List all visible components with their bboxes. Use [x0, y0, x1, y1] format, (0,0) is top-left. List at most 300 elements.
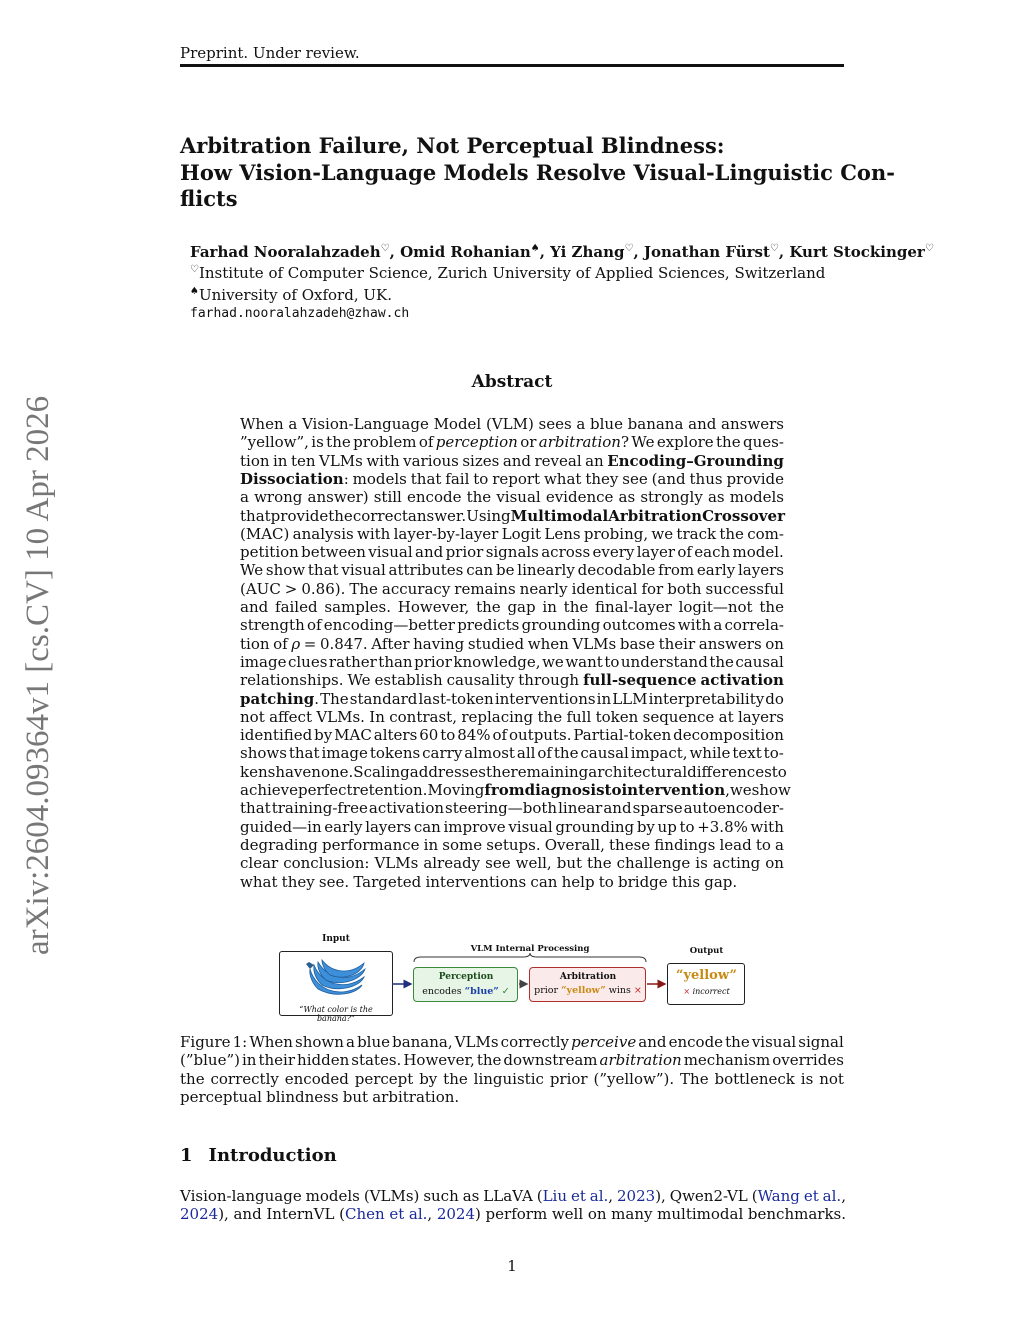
text-run: visual [368, 543, 413, 562]
text-line [240, 653, 784, 671]
citation-link[interactable]: al. [408, 1205, 428, 1224]
text-run: Using [466, 506, 511, 525]
text-run: outputs. [508, 726, 572, 745]
text-run: to [440, 726, 456, 745]
text-run: petition [240, 543, 299, 562]
word [240, 433, 309, 451]
word [329, 653, 377, 671]
word [593, 543, 635, 561]
text-run: well [551, 1205, 584, 1224]
text-line [180, 1033, 844, 1051]
text-run: of [537, 744, 552, 763]
citation-link[interactable]: al. [589, 1187, 609, 1205]
citation-link[interactable]: 2023 [617, 1187, 656, 1205]
text-run: token [595, 707, 639, 726]
citation-link[interactable]: Chen [344, 1205, 385, 1224]
text-run: signal [798, 1033, 844, 1051]
text-run: as [462, 1187, 480, 1205]
text-line [240, 616, 784, 634]
citation-link[interactable]: 2024 [180, 1205, 219, 1224]
word [423, 854, 480, 872]
word [530, 873, 557, 891]
text-line [240, 873, 784, 891]
affiliation-mark: ♡ [190, 264, 199, 275]
word [775, 836, 784, 854]
text-run: in [242, 1051, 257, 1070]
text-run: strongly [640, 488, 703, 507]
word [517, 561, 575, 579]
text-run: but [556, 854, 583, 873]
text-run: VLMs [318, 451, 363, 470]
affiliation-mark: ♠ [190, 286, 199, 297]
word [424, 836, 438, 854]
arbitration-title: Arbitration [559, 972, 617, 982]
word [562, 873, 595, 891]
text-run: still [373, 488, 402, 507]
word [461, 708, 533, 726]
text-run: ), [218, 1205, 229, 1224]
word [652, 470, 686, 488]
word [240, 708, 265, 726]
text-run: a [346, 1033, 355, 1051]
word [752, 1187, 800, 1205]
word [631, 433, 654, 451]
word [590, 415, 623, 433]
text-run: or [520, 433, 537, 452]
text-run: do [765, 689, 784, 708]
text-run: clear [240, 854, 279, 873]
text-run: Dissociation [240, 469, 344, 488]
word [240, 653, 286, 671]
figure-brace [413, 953, 647, 963]
text-line [180, 1070, 844, 1088]
citation-link[interactable]: et [803, 1187, 819, 1205]
text-run: nearly [519, 579, 568, 598]
word [622, 470, 647, 488]
word [752, 1033, 796, 1051]
text-run: InternVL [266, 1205, 335, 1224]
word [708, 488, 725, 506]
text-run: performance [322, 835, 420, 854]
author-name: Yi Zhang [550, 243, 625, 261]
word [738, 561, 784, 579]
text-run: sizes [462, 451, 500, 470]
text-run: blue [357, 1033, 390, 1051]
text-run: thus [689, 469, 723, 488]
text-run: for [641, 579, 664, 598]
affiliation-zhaw [190, 264, 825, 282]
text-run: shows [240, 744, 287, 763]
text-run: 0.86). [301, 579, 346, 598]
word [454, 580, 515, 598]
word [643, 708, 715, 726]
text-run: Scaling [353, 762, 410, 781]
word [240, 470, 349, 488]
text-run: we [542, 652, 564, 671]
text-run: see [485, 854, 511, 873]
abstract-heading: Abstract [471, 372, 553, 392]
word [443, 818, 505, 836]
word [370, 744, 420, 762]
word [180, 1033, 231, 1051]
word [473, 470, 488, 488]
blue-banana-image [302, 955, 370, 1005]
word [389, 1205, 404, 1223]
text-line [240, 543, 784, 561]
word [496, 488, 540, 506]
word [596, 708, 639, 726]
word [690, 470, 723, 488]
text-run: that [240, 799, 271, 818]
text-run: having [413, 634, 465, 653]
word [457, 726, 490, 744]
word [697, 561, 735, 579]
word [180, 1187, 302, 1205]
word [414, 653, 452, 671]
word [654, 836, 715, 854]
word [455, 1033, 499, 1051]
text-run: acting [712, 854, 761, 873]
word [486, 763, 511, 781]
text-run: architectural [588, 762, 688, 781]
text-run: the [725, 1033, 750, 1051]
text-line [240, 580, 784, 598]
word [759, 598, 784, 616]
word [819, 1070, 844, 1088]
word [751, 818, 784, 836]
text-run: = [303, 634, 317, 653]
text-run: VLMs [454, 1033, 499, 1051]
text-run: visual [496, 488, 541, 507]
affiliation-text: University of Oxford, UK. [198, 286, 392, 304]
word [374, 488, 402, 506]
text-run: 84% [457, 726, 491, 745]
word [240, 507, 271, 525]
text-run: : [343, 469, 349, 488]
word [302, 415, 429, 433]
word [409, 1205, 432, 1223]
text-run: both [667, 579, 702, 598]
word [765, 854, 784, 872]
word [555, 818, 634, 836]
citation-link[interactable]: et [570, 1187, 586, 1205]
word [240, 726, 312, 744]
word [357, 1033, 390, 1051]
word [546, 488, 614, 506]
figure-question: “What color is the banana?” [299, 1005, 373, 1023]
word [695, 854, 708, 872]
text-run: to [755, 835, 771, 854]
word [617, 854, 691, 872]
perception-label: encodes [422, 986, 465, 997]
text-run: Vision-Language [301, 415, 429, 433]
text-run: is [695, 854, 708, 873]
text-run: relationships. [240, 671, 344, 690]
word [410, 763, 486, 781]
text-line [240, 708, 784, 726]
checkmark-icon: ✓ [498, 986, 510, 997]
cross-icon: × [633, 985, 642, 996]
word [603, 616, 676, 634]
word [484, 781, 524, 799]
affiliation-mark: ♡ [769, 243, 779, 254]
word [477, 1051, 502, 1069]
text-run: (”blue”) [180, 1051, 240, 1070]
text-run: blindness [266, 1087, 339, 1106]
word [573, 726, 671, 744]
word [419, 690, 494, 708]
text-run: text [732, 744, 762, 763]
word [511, 763, 589, 781]
word [672, 873, 700, 891]
text-run: signals [485, 543, 539, 562]
word [314, 726, 332, 744]
word [542, 653, 564, 671]
figure-arrows [390, 975, 670, 995]
citation-link[interactable]: Wang [757, 1187, 800, 1205]
word [288, 415, 297, 433]
word [823, 1187, 846, 1205]
word [355, 1070, 414, 1088]
text-run: to [604, 781, 622, 799]
word [539, 415, 572, 433]
text-run: models [352, 469, 407, 488]
text-run: LLM [612, 689, 648, 708]
text-run: perception [435, 433, 518, 452]
word [346, 1033, 355, 1051]
word [486, 1205, 548, 1223]
text-run: affect [269, 707, 312, 726]
text-run: prior [445, 543, 484, 562]
text-run: the [563, 598, 589, 616]
word [486, 836, 540, 854]
word [518, 671, 579, 689]
text-run: see [622, 469, 648, 488]
word [804, 1187, 819, 1205]
word [628, 415, 684, 433]
text-line [180, 1205, 846, 1223]
word [275, 763, 311, 781]
text-run: not [240, 707, 265, 726]
word [351, 1051, 401, 1069]
text-run: an [585, 451, 604, 470]
word [180, 1205, 229, 1223]
word [307, 616, 322, 634]
word [657, 1205, 743, 1223]
word [436, 433, 518, 451]
word [382, 580, 450, 598]
text-run: prior [549, 1069, 588, 1088]
text-run: have [275, 762, 312, 781]
word [254, 488, 302, 506]
word [612, 690, 647, 708]
text-run: improve [443, 817, 506, 836]
text-run: layer [636, 543, 676, 562]
arbitration-prefix: prior [534, 985, 562, 996]
text-run: rather [328, 652, 377, 671]
header-rule [180, 64, 844, 67]
text-run: ? [620, 433, 629, 452]
text-run: their [258, 1051, 296, 1070]
word [240, 543, 299, 561]
word [590, 1187, 613, 1205]
word [353, 470, 407, 488]
text-run: linguistic [473, 1069, 544, 1088]
text-run: encoding—better [323, 616, 455, 635]
word [364, 1187, 420, 1205]
word [291, 635, 300, 653]
word [633, 799, 683, 817]
text-line [240, 525, 784, 543]
text-run: in [273, 451, 288, 470]
text-run: identified [240, 726, 313, 745]
text-run: , [725, 781, 730, 799]
word [308, 561, 339, 579]
text-run: models [729, 488, 784, 507]
text-run: the [759, 598, 784, 616]
word [240, 598, 268, 616]
text-run: VLMs [572, 634, 617, 653]
text-run: overrides [772, 1051, 844, 1070]
word [269, 708, 312, 726]
arbitration-suffix: wins [605, 985, 634, 996]
text-run: replacing [461, 707, 534, 726]
text-run: perfect [298, 781, 353, 799]
word [466, 507, 510, 525]
word [503, 1051, 597, 1069]
word [374, 726, 418, 744]
word [419, 1070, 437, 1088]
word [765, 635, 784, 653]
word [437, 1205, 481, 1223]
text-run: ) [475, 1205, 481, 1224]
title-line: Arbitration Failure, Not Perceptual Blindness: [180, 133, 725, 158]
word [595, 598, 672, 616]
citation-link[interactable]: Liu [542, 1187, 567, 1205]
text-run: model. [732, 543, 784, 562]
word [572, 635, 616, 653]
citation-link[interactable]: 2024 [436, 1205, 476, 1224]
word [297, 1051, 349, 1069]
citation-link[interactable]: et [389, 1205, 405, 1224]
word [476, 598, 501, 616]
word [588, 763, 687, 781]
text-run: samples. [324, 598, 391, 616]
text-run: We [240, 561, 264, 580]
word [445, 470, 469, 488]
perception-value: “blue” [464, 986, 499, 997]
word [240, 635, 270, 653]
word [289, 744, 320, 762]
text-run: provide [270, 506, 329, 525]
text-run: sparse [632, 799, 683, 818]
text-run: a [576, 415, 586, 433]
word [738, 708, 784, 726]
word [525, 781, 605, 799]
text-run: the [180, 1069, 205, 1088]
word [485, 854, 510, 872]
word [343, 1088, 368, 1106]
word [673, 726, 784, 744]
text-run: However, [403, 1051, 475, 1070]
word [571, 1187, 586, 1205]
text-run: , [841, 1187, 846, 1205]
text-run: answer. [407, 506, 467, 525]
word [316, 708, 365, 726]
word [371, 635, 409, 653]
word [240, 525, 289, 543]
word [240, 744, 287, 762]
word [447, 671, 515, 689]
citation-link[interactable]: al. [822, 1187, 842, 1205]
figure-processing-label: VLM Internal Processing [470, 944, 590, 954]
text-run: with [356, 524, 391, 543]
text-run: 0.847. [319, 634, 368, 653]
text-run: successful [705, 579, 784, 598]
text-run: the [587, 854, 612, 873]
text-run: prior [414, 652, 452, 671]
text-run: tion [240, 634, 270, 653]
text-run: and [688, 415, 717, 433]
text-run: remaining [510, 762, 589, 781]
word [679, 818, 694, 836]
word [288, 653, 327, 671]
word [389, 708, 457, 726]
word [180, 1088, 262, 1106]
text-run: correct [352, 506, 408, 525]
text-run: ”yellow”, [240, 433, 309, 452]
contact-email[interactable]: farhad.nooralahzadeh@zhaw.ch [190, 306, 410, 321]
text-run: up [657, 817, 677, 836]
text-run: and [603, 799, 632, 818]
text-run: linearly [517, 561, 575, 580]
author-name: Kurt Stockinger [789, 243, 925, 261]
affiliation-oxford [190, 286, 392, 304]
word [603, 799, 631, 817]
text-run: Multimodal [510, 506, 609, 525]
word [528, 635, 569, 653]
word [670, 1187, 748, 1205]
text-line [240, 671, 784, 689]
word [704, 873, 737, 891]
text-run: perceptual [180, 1087, 262, 1106]
word [273, 635, 288, 653]
word [240, 690, 319, 708]
text-run: the [476, 598, 501, 616]
text-run: that [288, 744, 320, 763]
text-run: interpretability [648, 689, 765, 708]
text-run: The [349, 579, 378, 598]
figure-output-label: Output [689, 946, 724, 956]
text-run: across [541, 543, 591, 562]
word [631, 744, 688, 762]
word [347, 671, 370, 689]
section-number: 1 [180, 1145, 193, 1166]
word [621, 653, 708, 671]
text-run: grounding [521, 616, 601, 635]
word [517, 744, 536, 762]
word [713, 616, 722, 634]
affiliation-mark: ♡ [924, 243, 934, 254]
arbitration-value: “yellow” [561, 985, 606, 996]
text-run: decodable [577, 561, 656, 580]
word [538, 708, 563, 726]
word [687, 763, 772, 781]
word [713, 854, 760, 872]
word [801, 1070, 814, 1088]
text-run: that [240, 506, 271, 525]
word [378, 653, 412, 671]
